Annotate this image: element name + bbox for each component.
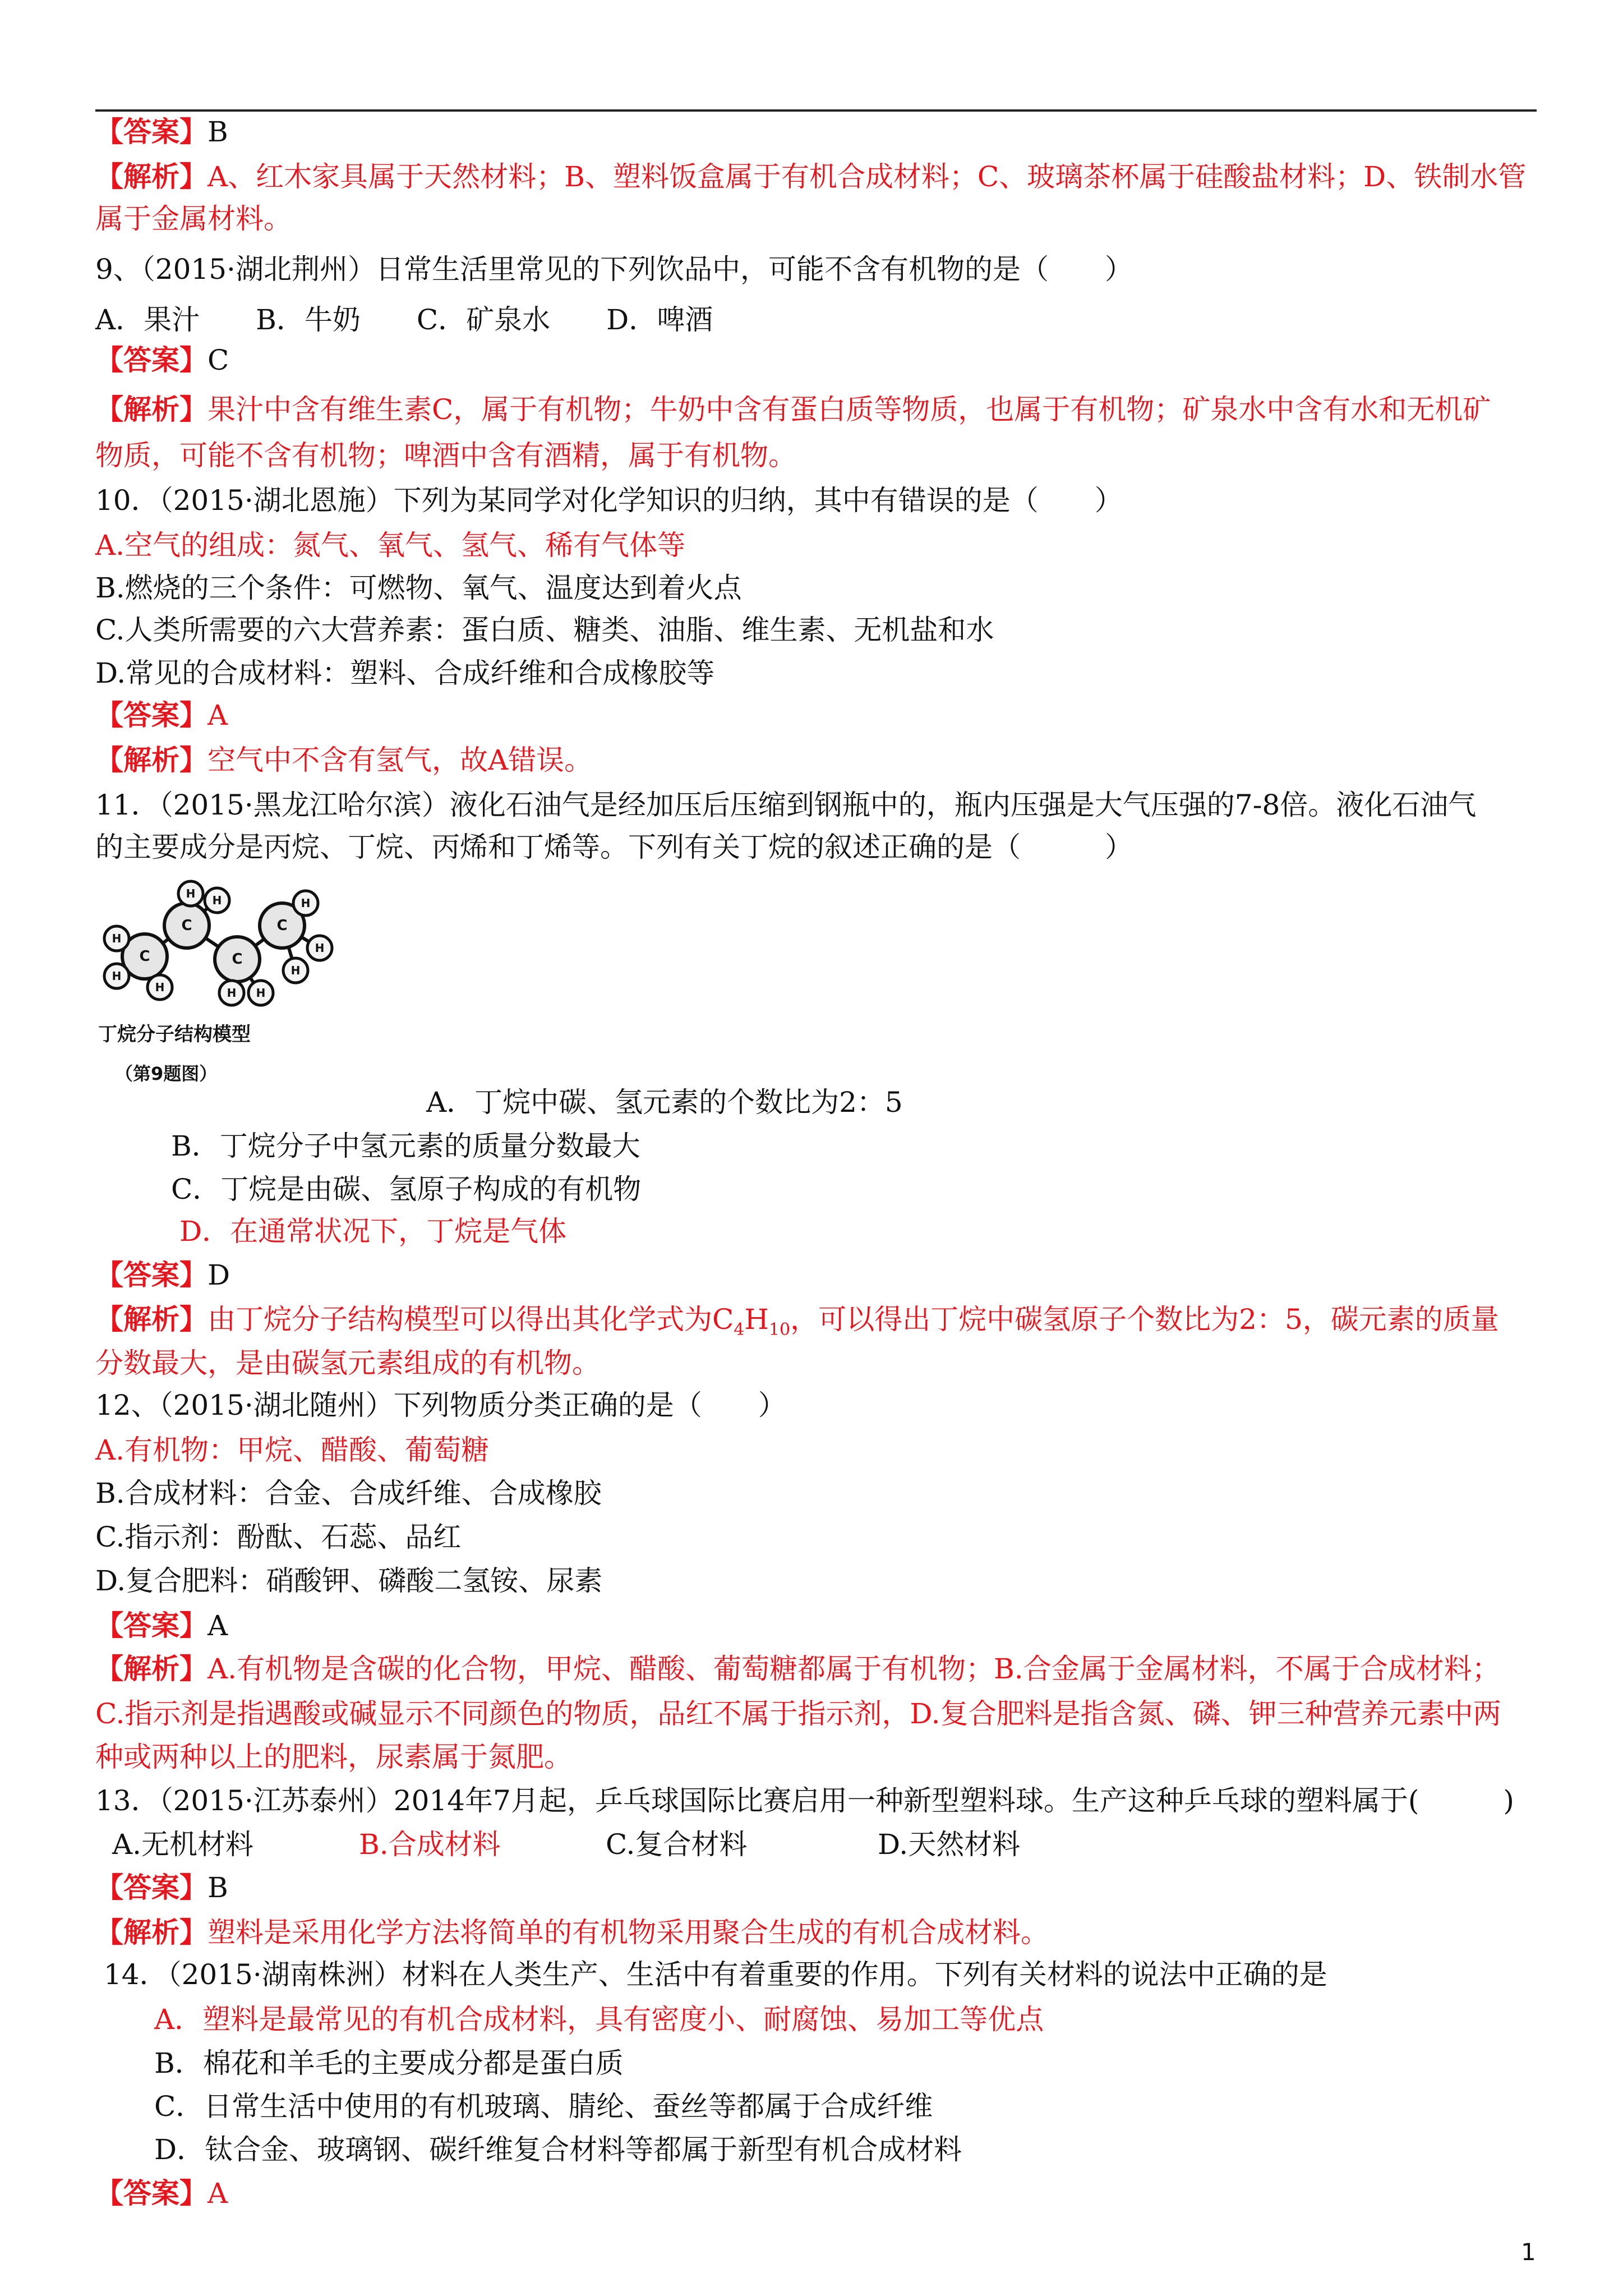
option-c: C．丁烷是由碳、氢原子构成的有机物 xyxy=(171,1173,642,1205)
analysis-line: 【解析】由丁烷分子结构模型可以得出其化学式为$C_4H_{10}$，可以得出丁烷中碳氢原子个数比为2：5，碳元素的质量 xyxy=(95,1303,1499,1340)
header-rule xyxy=(95,109,1537,112)
atom-h: H xyxy=(212,894,222,907)
option-a: A.空气的组成：氮气、氧气、氢气、稀有气体等 xyxy=(95,529,686,562)
option-a: A．塑料是最常见的有机合成材料，具有密度小、耐腐蚀、易加工等优点 xyxy=(154,2003,1044,2036)
answer-line: 【答案】B xyxy=(95,115,228,148)
analysis-line: 【解析】A、红木家具属于天然材料；B、塑料饭盒属于有机合成材料；C、玻璃茶杯属于硅酸盐材料；D、铁制水管 xyxy=(95,160,1527,193)
option-b: B．丁烷分子中氢元素的质量分数最大 xyxy=(171,1130,640,1162)
option-d: D.常见的合成材料：塑料、合成纤维和合成橡胶等 xyxy=(95,657,715,689)
answer-line: 【答案】A xyxy=(95,698,228,731)
question-11-stem: 11．（2015·黑龙江哈尔滨）液化石油气是经加压后压缩到钢瓶中的，瓶内压强是大气压强的7-8倍。液化石油气 xyxy=(95,789,1477,821)
option-b: B.合成材料 xyxy=(359,1828,501,1861)
option-d: D.复合肥料：硝酸钾、磷酸二氢铵、尿素 xyxy=(95,1565,603,1597)
answer-line: 【答案】D xyxy=(95,1258,230,1291)
option-a: A.无机材料 xyxy=(112,1828,254,1861)
option-d: D．在通常状况下，丁烷是气体 xyxy=(179,1215,567,1248)
atom-h: H xyxy=(155,981,165,994)
analysis-line: 【解析】果汁中含有维生素C，属于有机物；牛奶中含有蛋白质等物质，也属于有机物；矿泉水中含有水和无机矿 xyxy=(95,393,1491,426)
question-12-stem: 12、（2015·湖北随州）下列物质分类正确的是（ ） xyxy=(95,1389,786,1421)
atom-h: H xyxy=(291,964,301,977)
figure-number: （第9题图） xyxy=(115,1063,218,1084)
atom-c: C xyxy=(181,917,192,934)
option-c: C.人类所需要的六大营养素：蛋白质、糖类、油脂、维生素、无机盐和水 xyxy=(95,614,994,646)
analysis-line: 种或两种以上的肥料，尿素属于氮肥。 xyxy=(95,1741,572,1773)
atom-h: H xyxy=(256,986,266,1000)
question-9-stem: 9、（2015·湖北荆州）日常生活里常见的下列饮品中，可能不含有机物的是（ ） xyxy=(95,253,1133,286)
option-a: A．丁烷中碳、氢元素的个数比为2：5 xyxy=(426,1086,903,1119)
option-c: C.指示剂：酚酞、石蕊、品红 xyxy=(95,1521,462,1553)
atom-c: C xyxy=(276,917,288,934)
option-c: C．日常生活中使用的有机玻璃、腈纶、蚕丝等都属于合成纤维 xyxy=(154,2090,933,2123)
analysis-line: 分数最大，是由碳氢元素组成的有机物。 xyxy=(95,1347,600,1379)
question-13-stem: 13．（2015·江苏泰州）2014年7月起，乒乓球国际比赛启用一种新型塑料球。生产这种乒乓球的塑料属于( ) xyxy=(95,1784,1514,1817)
atom-h: H xyxy=(315,941,325,955)
figure-caption: 丁烷分子结构模型 xyxy=(98,1023,251,1046)
answer-line: 【答案】A xyxy=(95,2177,228,2210)
atom-h: H xyxy=(186,887,196,900)
question-9-options: A．果汁 B．牛奶 C．矿泉水 D．啤酒 xyxy=(95,303,713,336)
question-11-stem: 的主要成分是丙烷、丁烷、丙烯和丁烯等。下列有关丁烷的叙述正确的是（ ） xyxy=(95,831,1133,863)
option-b: B.合成材料：合金、合成纤维、合成橡胶 xyxy=(95,1477,602,1510)
atom-c: C xyxy=(139,948,150,965)
option-d: D．钛合金、玻璃钢、碳纤维复合材料等都属于新型有机合成材料 xyxy=(154,2133,962,2166)
analysis-line: C.指示剂是指遇酸或碱显示不同颜色的物质，品红不属于指示剂，D.复合肥料是指含氮、磷、钾三种营养元素中两 xyxy=(95,1697,1501,1730)
option-b: B．棉花和羊毛的主要成分都是蛋白质 xyxy=(154,2047,624,2079)
option-c: C.复合材料 xyxy=(606,1828,748,1861)
analysis-line: 【解析】空气中不含有氢气，故A错误。 xyxy=(95,743,593,776)
atom-h: H xyxy=(112,969,122,983)
butane-molecule-figure xyxy=(93,872,356,1097)
analysis-line: 【解析】A.有机物是含碳的化合物，甲烷、醋酸、葡萄糖都属于有机物；B.合金属于金属材料，不属于合成材料； xyxy=(95,1652,1500,1685)
answer-line: 【答案】C xyxy=(95,343,229,376)
option-d: D.天然材料 xyxy=(878,1828,1021,1861)
page-number: 1 xyxy=(1521,2238,1536,2266)
analysis-line: 属于金属材料。 xyxy=(95,203,292,235)
atom-c: C xyxy=(232,951,243,968)
answer-line: 【答案】B xyxy=(95,1871,228,1904)
atom-h: H xyxy=(227,986,237,1000)
option-b: B.燃烧的三个条件：可燃物、氧气、温度达到着火点 xyxy=(95,572,742,604)
answer-line: 【答案】A xyxy=(95,1609,228,1642)
atom-h: H xyxy=(112,932,122,945)
atom-h: H xyxy=(301,896,311,910)
question-10-stem: 10．（2015·湖北恩施）下列为某同学对化学知识的归纳，其中有错误的是（ ） xyxy=(95,484,1123,517)
option-a: A.有机物：甲烷、醋酸、葡萄糖 xyxy=(95,1434,490,1466)
analysis-line: 【解析】塑料是采用化学方法将简单的有机物采用聚合生成的有机合成材料。 xyxy=(95,1916,1049,1949)
question-14-stem: 14．（2015·湖南株洲）材料在人类生产、生活中有着重要的作用。下列有关材料的说法中正确的是 xyxy=(104,1958,1327,1991)
analysis-line: 物质，可能不含有机物；啤酒中含有酒精，属于有机物。 xyxy=(95,439,796,472)
